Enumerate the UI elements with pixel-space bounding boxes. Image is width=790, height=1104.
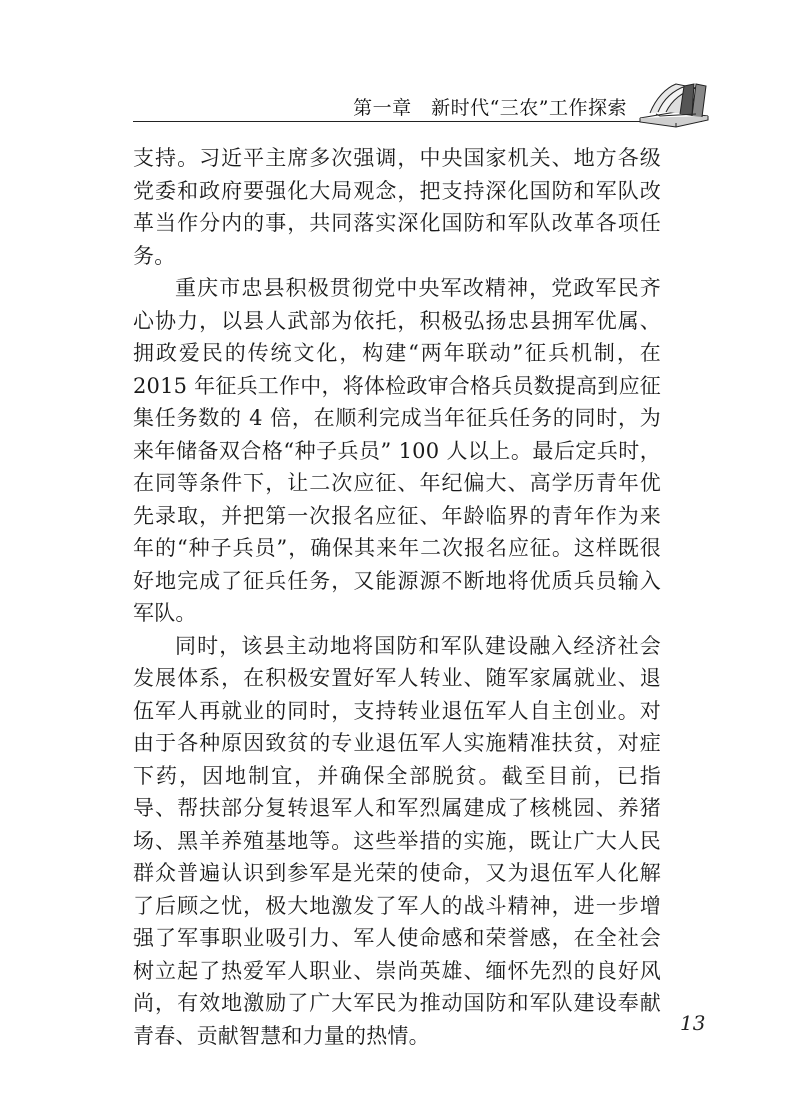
chapter-title: 第一章 新时代“三农”工作探索 (353, 97, 627, 119)
page-number: 13 (680, 1011, 706, 1035)
header-rule (133, 121, 702, 122)
paragraph-3: 同时，该县主动地将国防和军队建设融入经济社会发展体系，在积极安置好军人转业、随军家属就业、退伍军人再就业的同时，支持转业退伍军人自主创业。对由于各种原因致贫的专业退伍军人实施精准扶贫，对症下药，因地制宜，并确保全部脱贫。截至目前，已指导、帮扶部分复转退军人和军烈属建成了核桃园、养猪场、黑羊养殖基地等。这些举措的实施，既让广大人民群众普遍认识到参军是光荣的使命，又为退伍军人化解了后顾之忧，极大地激发了军人的战斗精神，进一步增强了军事职业吸引力、军人使命感和荣誉感，在全社会树立起了热爱军人职业、崇尚英雄、缅怀先烈的良好风尚，有效地激励了广大军民为推动国防和军队建设奉献青春、贡献智慧和力量的热情。 (133, 633, 661, 1048)
paragraph-2: 重庆市忠县积极贯彻党中央军改精神，党政军民齐心协力，以县人武部为依托，积极弘扬忠县拥军优属、拥政爱民的传统文化，构建“两年联动”征兵机制，在 2015 年征兵工作中，将体检政审合格兵员数提高到应征集任务数的 4 倍，在顺利完成当年征兵任务的同时，为来年储备双合格“种子兵员” 100 人以上。最后定兵时，在同等条件下，让二次应征、年纪偏大、高学历青年优先录取，并把第一次报名应征、年龄临界的青年作为来年的“种子兵员”，确保其来年二次报名应征。这样既很好地完成了征兵任务，又能源源不断地将优质兵员输入军队。 (133, 276, 661, 625)
paragraph-1: 支持。习近平主席多次强调，中央国家机关、地方各级党委和政府要强化大局观念，把支持深化国防和军队改革当作分内的事，共同落实深化国防和军队改革各项任务。 (133, 146, 661, 268)
book-stack-icon (636, 78, 712, 128)
body-text (133, 142, 661, 1052)
page-header (0, 0, 790, 125)
